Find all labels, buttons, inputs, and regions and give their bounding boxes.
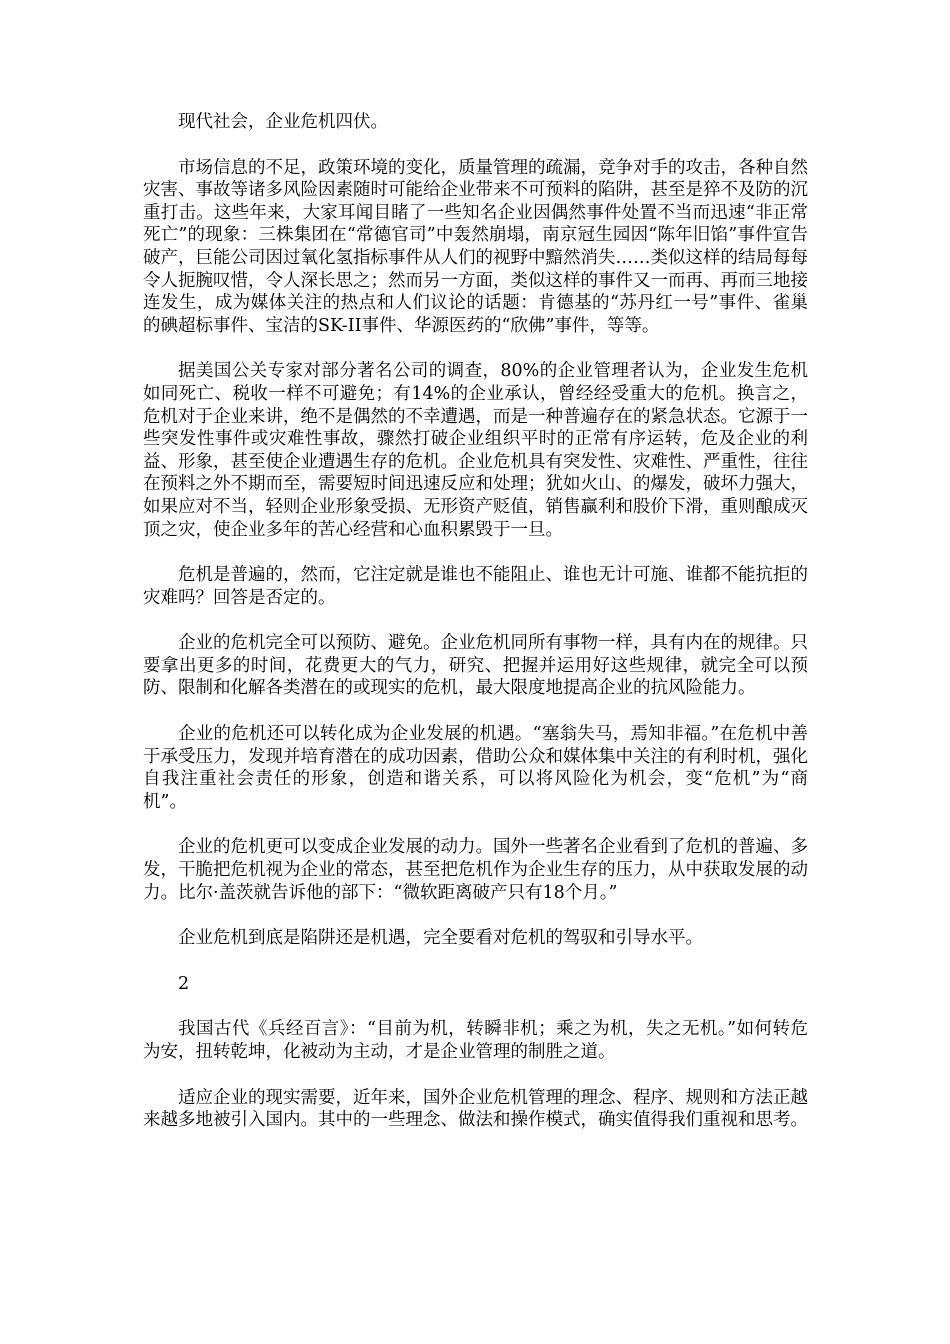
paragraph-question: 危机是普遍的，然而，它注定就是谁也不能阻止、谁也无计可施、谁都不能抗拒的灾难吗？回答是否定的。 [143, 565, 808, 608]
paragraph-ancient-quote: 我国古代《兵经百言》：“目前为机，转瞬非机；乘之为机，失之无机。”如何转危为安，扭转乾坤，化被动为主动，才是企业管理的制胜之道。 [143, 1019, 808, 1062]
paragraph-prevention: 企业的危机完全可以预防、避免。企业危机同所有事物一样，具有内在的规律。只要拿出更多的时间，花费更大的气力，研究、把握并运用好这些规律，就完全可以预防、限制和化解各类潜在的或现实的危机，最大限度地提高企业的抗风险能力。 [143, 633, 808, 699]
paragraph-intro: 现代社会，企业危机四伏。 [178, 112, 388, 132]
paragraph-conclusion: 企业危机到底是陷阱还是机遇，完全要看对危机的驾驭和引导水平。 [178, 928, 703, 949]
section-number: 2 [178, 973, 190, 994]
paragraph-opportunity: 企业的危机还可以转化成为企业发展的机遇。“塞翁失马，焉知非福。”在危机中善于承受压力，发现并培育潜在的成功因素，借助公众和媒体集中关注的有利时机，强化自我注重社会责任的形象，创造和谐关系，可以将风险化为机会，变“危机”为“商机”。 [143, 724, 808, 812]
document-body [143, 111, 808, 1155]
paragraph-survey: 据美国公关专家对部分著名公司的调查，80%的企业管理者认为，企业发生危机如同死亡、税收一样不可避免；有14%的企业承认，曾经经受重大的危机。换言之，危机对于企业来讲，绝不是偶然的不幸遭遇，而是一种普遍存在的紧急状态。它源于一些突发性事件或灾难性事故，骤然打破企业组织平时的正常有序运转，危及企业的利益、形象，甚至使企业遭遇生存的危机。企业危机具有突发性、灾难性、严重性，往往在预料之外不期而至，需要短时间迅速反应和处理；犹如火山、的爆发，破坏力强大，如果应对不当，轻则企业形象受损、无形资产贬值，销售赢利和股价下滑，重则酿成灭顶之灾，使企业多年的苦心经营和心血积累毁于一旦。 [143, 361, 808, 540]
paragraph-motivation: 企业的危机更可以变成企业发展的动力。国外一些著名企业看到了危机的普遍、多发，干脆把危机视为企业的常态，甚至把危机作为企业生存的压力，从中获取发展的动力。比尔·盖茨就告诉他的部下：“微软距离破产只有18个月。” [143, 837, 808, 903]
paragraph-foreign-practice: 适应企业的现实需要，近年来，国外企业危机管理的理念、程序、规则和方法正越来越多地被引入国内。其中的一些理念、做法和操作模式，确实值得我们重视和思考。 [143, 1087, 808, 1131]
paragraph-risk-factors: 市场信息的不足，政策环境的变化，质量管理的疏漏，竞争对手的攻击，各种自然灾害、事故等诸多风险因素随时可能给企业带来不可预料的陷阱，甚至是猝不及防的沉重打击。这些年来，大家耳闻目睹了一些知名企业因偶然事件处置不当而迅速“非正常死亡”的现象：三株集团在“常德官司”中轰然崩塌，南京冠生园因“陈年旧馅”事件宣告破产，巨能公司因过氧化氢指标事件从人们的视野中黯然消失……类似这样的结局每每令人扼腕叹惜，令人深长思之；然而另一方面，类似这样的事件又一而再、再而三地接连发生，成为媒体关注的热点和人们议论的话题：肯德基的“苏丹红一号”事件、雀巢的碘超标事件、宝洁的SK-II事件、华源医药的“欣佛”事件，等等。 [143, 157, 808, 336]
